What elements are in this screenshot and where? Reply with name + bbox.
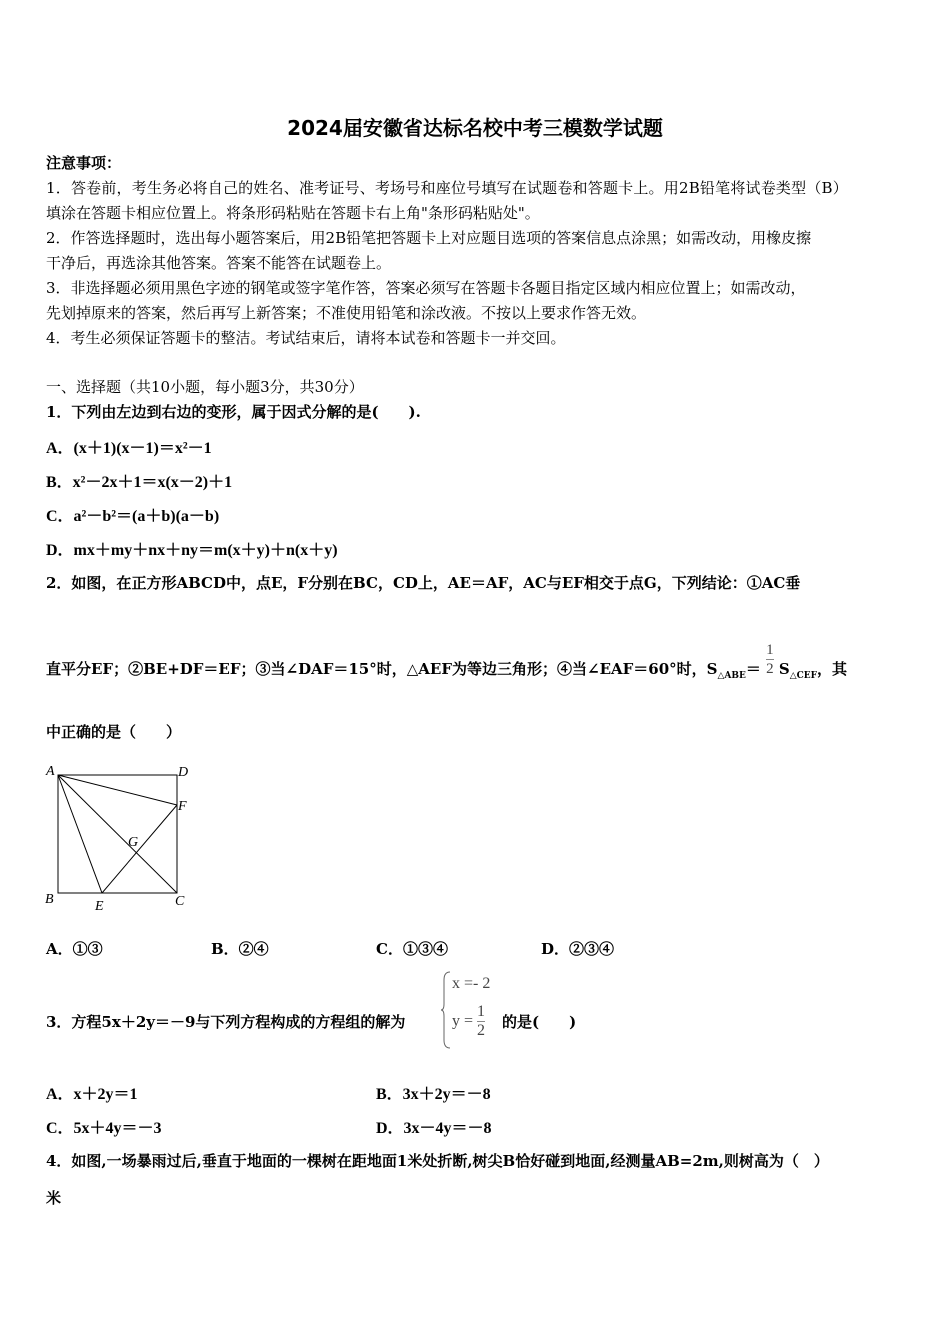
- segment-ef: [102, 805, 177, 893]
- frac-den: 2: [477, 1022, 486, 1039]
- q1-option-a: A．(x＋1)(x－1)＝x²－1: [46, 440, 212, 457]
- segment-ae: [58, 775, 102, 893]
- q2-fraction: [766, 641, 774, 678]
- q1-option-b: B．x²－2x＋1＝x(x－2)＋1: [46, 474, 233, 491]
- q3-sys2-row: [452, 1003, 485, 1040]
- q2-tail: ，其: [817, 660, 848, 678]
- label-c: C: [175, 894, 185, 909]
- label-e: E: [95, 899, 104, 914]
- q1-option-c: C．a²－b²＝(a＋b)(a－b): [46, 508, 220, 525]
- q2-s2: S: [778, 660, 790, 678]
- q3-tail: 的是( ): [502, 1013, 577, 1031]
- q3-option-d: D．3x－4y＝－8: [376, 1120, 492, 1137]
- q4-line1: 4．如图,一场暴雨过后,垂直于地面的一棵树在距地面1米处折断,树尖B恰好碰到地面,经测量AB=2m,则树高为（ ）: [46, 1152, 829, 1170]
- page-title: 2024届安徽省达标名校中考三模数学试题: [287, 116, 663, 140]
- q2-option-a: A．①③: [46, 940, 103, 958]
- q3-sys2: y =: [452, 1012, 474, 1030]
- q3-fraction: [477, 1003, 485, 1040]
- q2-sub1: △ABE: [717, 671, 746, 681]
- frac-num: 1: [477, 1003, 486, 1020]
- brace-icon: [440, 970, 452, 1050]
- segment-af: [58, 775, 177, 805]
- q3-option-a: A．x＋2y＝1: [46, 1086, 138, 1103]
- frac-num: 1: [766, 641, 774, 658]
- note-line: 1．答卷前，考生务必将自己的姓名、准考证号、考场号和座位号填写在试题卷和答题卡上。用2B铅笔将试卷类型（B）: [46, 179, 848, 197]
- label-d: D: [178, 765, 189, 780]
- section-heading: 一、选择题（共10小题，每小题3分，共30分）: [46, 378, 364, 396]
- label-a: A: [46, 764, 55, 779]
- notes-heading: 注意事项：: [46, 154, 122, 172]
- q1-option-d: D．mx＋my＋nx＋ny＝m(x＋y)＋n(x＋y): [46, 542, 338, 559]
- note-line: 2．作答选择题时，选出每小题答案后，用2B铅笔把答题卡上对应题目选项的答案信息点涂黑；如需改动，用橡皮擦: [46, 229, 812, 247]
- note-line: 干净后，再选涂其他答案。答案不能答在试题卷上。: [46, 254, 392, 272]
- frac-den: 2: [766, 660, 774, 677]
- q2-option-d: D．②③④: [541, 940, 615, 958]
- q3-option-c: C．5x＋4y＝－3: [46, 1120, 162, 1137]
- note-line: 填涂在答题卡相应位置上。将条形码粘贴在答题卡右上角"条形码粘贴处"。: [46, 204, 540, 222]
- square-diagram: [40, 760, 200, 915]
- q2-option-c: C．①③④: [376, 940, 448, 958]
- q2-line2: [46, 641, 848, 681]
- q2-line3: 中正确的是（ ）: [46, 723, 182, 741]
- q2-line1: 2．如图，在正方形ABCD中，点E，F分别在BC，CD上，AE＝AF，AC与EF相交于点G，下列结论：①AC垂: [46, 574, 801, 592]
- q3-stem: 3．方程5x＋2y＝－9与下列方程构成的方程组的解为: [46, 1013, 406, 1031]
- q2-eq: ＝: [745, 660, 761, 678]
- q1-stem: 1．下列由左边到右边的变形，属于因式分解的是( ).: [46, 403, 421, 421]
- q2-sub2: △CEF: [789, 671, 818, 681]
- note-line: 3．非选择题必须用黑色字迹的钢笔或签字笔作答，答案必须写在答题卡各题目指定区域内相应位置上；如需改动，: [46, 279, 806, 297]
- label-g: G: [128, 835, 139, 850]
- q3-option-b: B．3x＋2y＝－8: [376, 1086, 491, 1103]
- note-line: 4．考生必须保证答题卡的整洁。考试结束后，请将本试卷和答题卡一并交回。: [46, 329, 566, 347]
- label-f: F: [178, 799, 187, 814]
- q3-sys1: x =- 2: [452, 975, 491, 992]
- note-line: 先划掉原来的答案，然后再写上新答案；不准使用铅笔和涂改液。不按以上要求作答无效。: [46, 304, 647, 322]
- q4-line2: 米: [46, 1189, 62, 1207]
- q2-line2-text: 直平分EF；②BE+DF＝EF；③当∠DAF＝15°时，△AEF为等边三角形；④当∠EAF＝60°时，S: [46, 660, 718, 678]
- q2-option-b: B．②④: [211, 940, 269, 958]
- label-b: B: [45, 892, 54, 907]
